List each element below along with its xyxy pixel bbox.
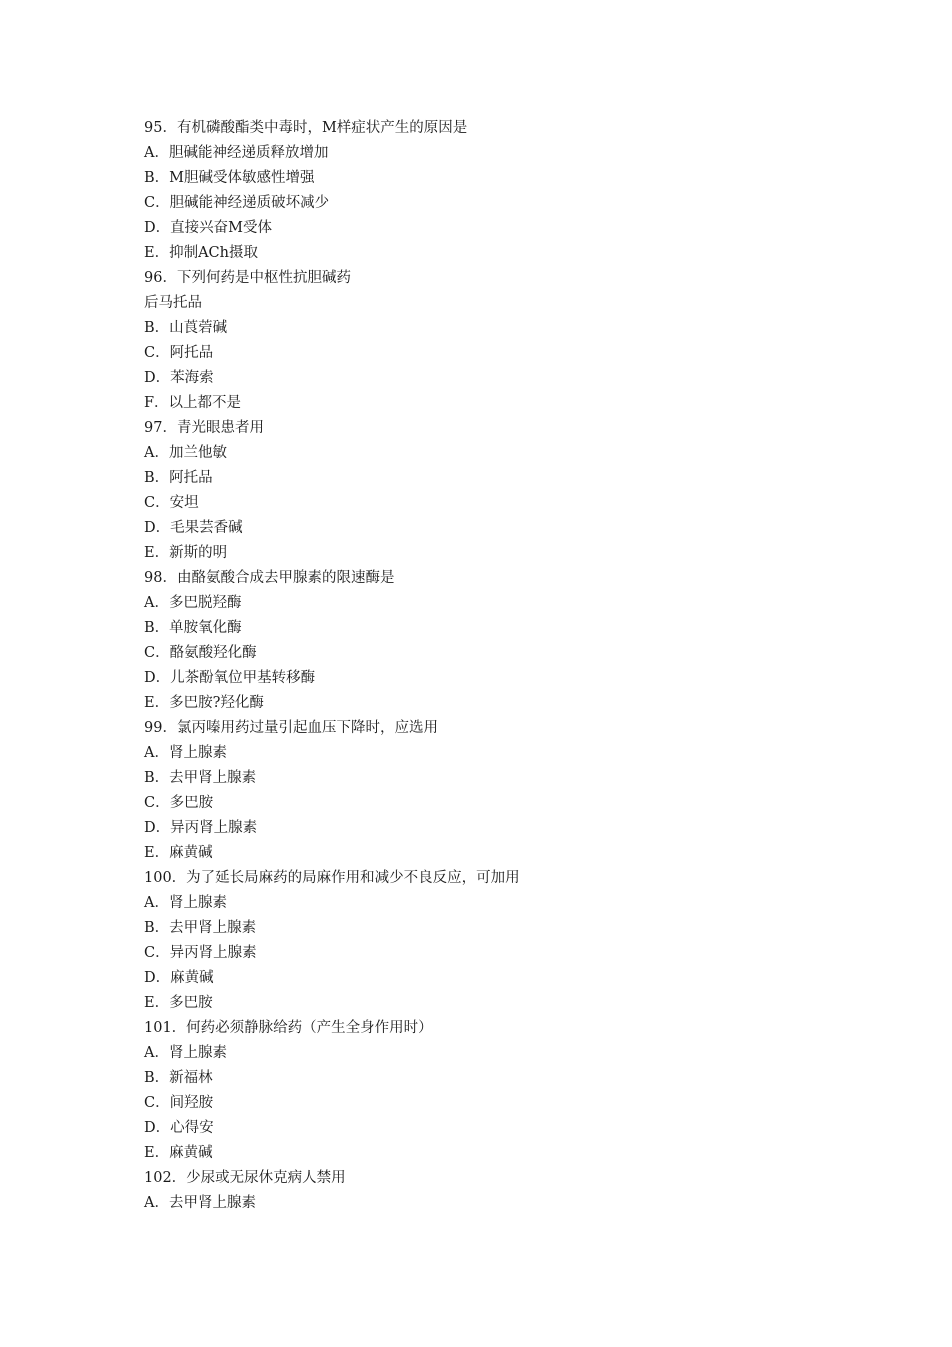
option-e: E．抑制ACh摄取 [144, 245, 258, 261]
option-c: C．阿托品 [144, 345, 214, 361]
option-d: D．心得安 [144, 1120, 214, 1136]
option-a: A．胆碱能神经递质释放增加 [144, 145, 329, 161]
question-97: 97．青光眼患者用 [144, 420, 264, 436]
option-e: E．新斯的明 [144, 545, 228, 561]
option-a: A．肾上腺素 [144, 745, 227, 761]
question-95: 95．有机磷酸酯类中毒时，M样症状产生的原因是 [144, 120, 468, 136]
option-b: B．阿托品 [144, 470, 213, 486]
option-b: B．去甲肾上腺素 [144, 770, 257, 786]
option-a: A．多巴脱羟酶 [144, 595, 242, 611]
option-d: D．直接兴奋M受体 [144, 220, 272, 236]
option-a: A．肾上腺素 [144, 895, 227, 911]
question-101: 101．何药必须静脉给药（产生全身作用时） [144, 1020, 433, 1036]
question-100: 100．为了延长局麻药的局麻作用和减少不良反应，可加用 [144, 870, 520, 886]
option-c: C．异丙肾上腺素 [144, 945, 257, 961]
option-a: A．去甲肾上腺素 [144, 1195, 256, 1211]
option-b: B．M胆碱受体敏感性增强 [144, 170, 315, 186]
option-e: E．多巴胺 [144, 995, 213, 1011]
option-c: C．胆碱能神经递质破坏减少 [144, 195, 330, 211]
option-b: B．去甲肾上腺素 [144, 920, 257, 936]
question-99: 99．氯丙嗪用药过量引起血压下降时，应选用 [144, 720, 438, 736]
option-b: B．山莨菪碱 [144, 320, 228, 336]
question-list [144, 116, 824, 1216]
question-102: 102．少尿或无尿休克病人禁用 [144, 1170, 346, 1186]
option-e: E．多巴胺?羟化酶 [144, 695, 264, 711]
option-d: D．儿茶酚氧位甲基转移酶 [144, 670, 316, 686]
option-d: D．异丙肾上腺素 [144, 820, 258, 836]
option-d: D．苯海索 [144, 370, 214, 386]
option-c: C．多巴胺 [144, 795, 214, 811]
option-c: C．酪氨酸羟化酶 [144, 645, 257, 661]
option-c: C．安坦 [144, 495, 199, 511]
option-e: E．麻黄碱 [144, 1145, 213, 1161]
option-d: D．麻黄碱 [144, 970, 214, 986]
option-a: A．加兰他敏 [144, 445, 227, 461]
option-unlabeled: 后马托品 [144, 295, 202, 311]
option-c: C．间羟胺 [144, 1095, 214, 1111]
option-e: E．麻黄碱 [144, 845, 213, 861]
question-96: 96．下列何药是中枢性抗胆碱药 [144, 270, 351, 286]
option-f: F．以上都不是 [144, 395, 242, 411]
option-b: B．单胺氧化酶 [144, 620, 242, 636]
option-d: D．毛果芸香碱 [144, 520, 243, 536]
option-b: B．新福林 [144, 1070, 213, 1086]
option-a: A．肾上腺素 [144, 1045, 227, 1061]
question-98: 98．由酪氨酸合成去甲腺素的限速酶是 [144, 570, 395, 586]
